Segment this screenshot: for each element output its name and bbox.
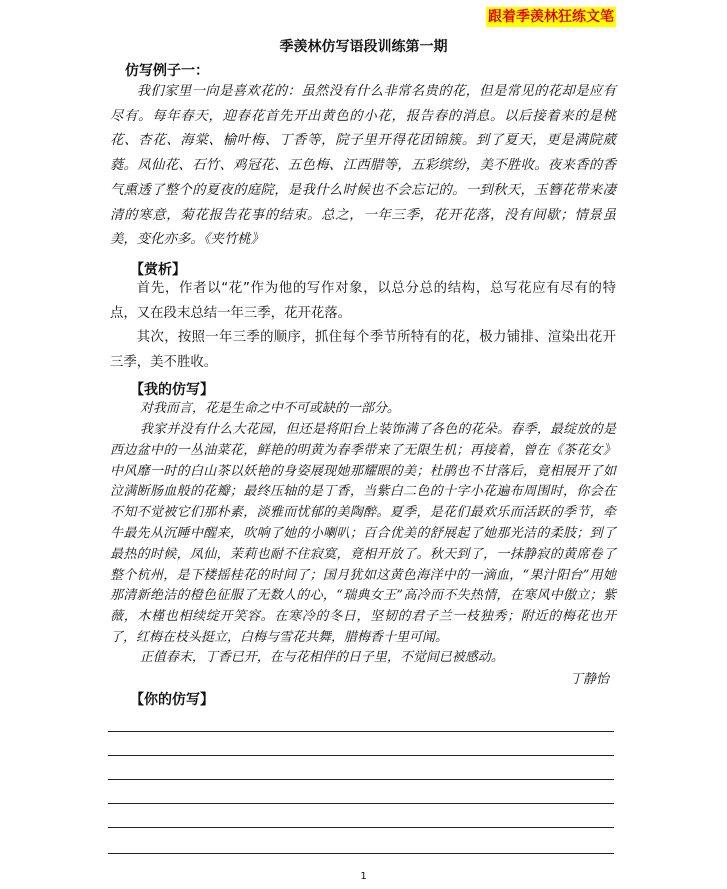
author-name: 丁静怡 — [569, 672, 609, 687]
example-text: 我们家里一向是喜欢花的：虽然没有什么非常名贵的花，但是常见的花却是应有尽有。每年春天，迎春花首先开出黄色的小花，报告春的消息。以后接着来的是桃花、杏花、海棠、榆叶梅、丁香等，院子里开得花团锦簇。到了夏天，更是满院葳蕤。凤仙花、石竹、鸡冠花、五色梅、江西腊等，五彩缤纷，美不胜收。夜来香的香气熏透了整个的夏夜的庭院，是我什么时候也不会忘记的。一到秋天，玉簪花带来凄清的寒意，菊花报告花事的结束。总之，一年三季，花开花落，没有间歇；情景虽美，变化亦多。《夹竹桃》 — [110, 84, 616, 248]
example-label: 仿写例子一： — [125, 63, 209, 79]
analysis-paragraph-1: 首先，作者以“花”作为他的写作对象，以总分总的结构，总写花应有尽有的特点，又在段末总结一年三季，花开花落。 — [110, 281, 616, 321]
writing-line — [108, 779, 614, 780]
writing-line — [108, 853, 614, 854]
your-imitation-label: 【你的仿写】 — [130, 692, 214, 708]
writing-line — [108, 827, 614, 828]
writing-line — [108, 755, 614, 756]
my-imitation-paragraph-2: 我家并没有什么大花园，但还是将阳台上装饰满了各色的花朵。春季，最绽放的是西边盆中的一丛油菜花，鲜艳的明黄为春季带来了无限生机；再接着，曾在《茶花女》中风靡一时的白山茶以妖艳的身姿展现她那耀眼的美；杜鹃也不甘落后，竟相展开了如泣满断肠血般的花瓣；最终压轴的是丁香，当紫白二色的十字小花遍布周围时，你会在不知不觉被它们那朴素，淡雅而忧郁的美陶醉。夏季，是花们最欢乐而活跃的季节，牵牛最先从沉睡中醒来，吹响了她的小喇叭；百合优美的舒展起了她那光洁的柔肢；到了最热的时候，凤仙，茉莉也耐不住寂寞，竟相开放了。秋天到了，一抹静寂的黄席卷了整个杭州，是下楼摇桂花的时间了；国月犹如这黄色海洋中的一滴血，“果汁阳台”用她那清新绝洁的橙色征服了无数人的心，“瑞典女王”高冷而不失热情，在寒风中傲立；紫薇，木槿也相续绽开笑容。在寒冷的冬日，坚韧的君子兰一枝独秀；附近的梅花也开了，红梅在枝头挺立，白梅与雪花共舞，腊梅香十里可闻。 — [110, 422, 616, 645]
my-imitation-label: 【我的仿写】 — [130, 382, 214, 398]
writing-line — [108, 803, 614, 804]
my-imitation-paragraph-3: 正值春末，丁香已开，在与花相伴的日子里，不觉间已被感动。 — [139, 650, 504, 665]
page-number: 1 — [360, 871, 367, 882]
analysis-label: 【赏析】 — [130, 262, 186, 278]
header-tag: 跟着季羡林狂练文笔 — [488, 9, 614, 25]
writing-line — [108, 731, 614, 732]
page-title: 季羡林仿写语段训练第一期 — [279, 39, 448, 55]
analysis-paragraph-2: 其次，按照一年三季的顺序，抓住每个季节所特有的花，极力铺排、渲染出花开三季，美不胜收。 — [110, 330, 616, 370]
my-imitation-paragraph-1: 对我而言，花是生命之中不可或缺的一部分。 — [139, 401, 400, 416]
